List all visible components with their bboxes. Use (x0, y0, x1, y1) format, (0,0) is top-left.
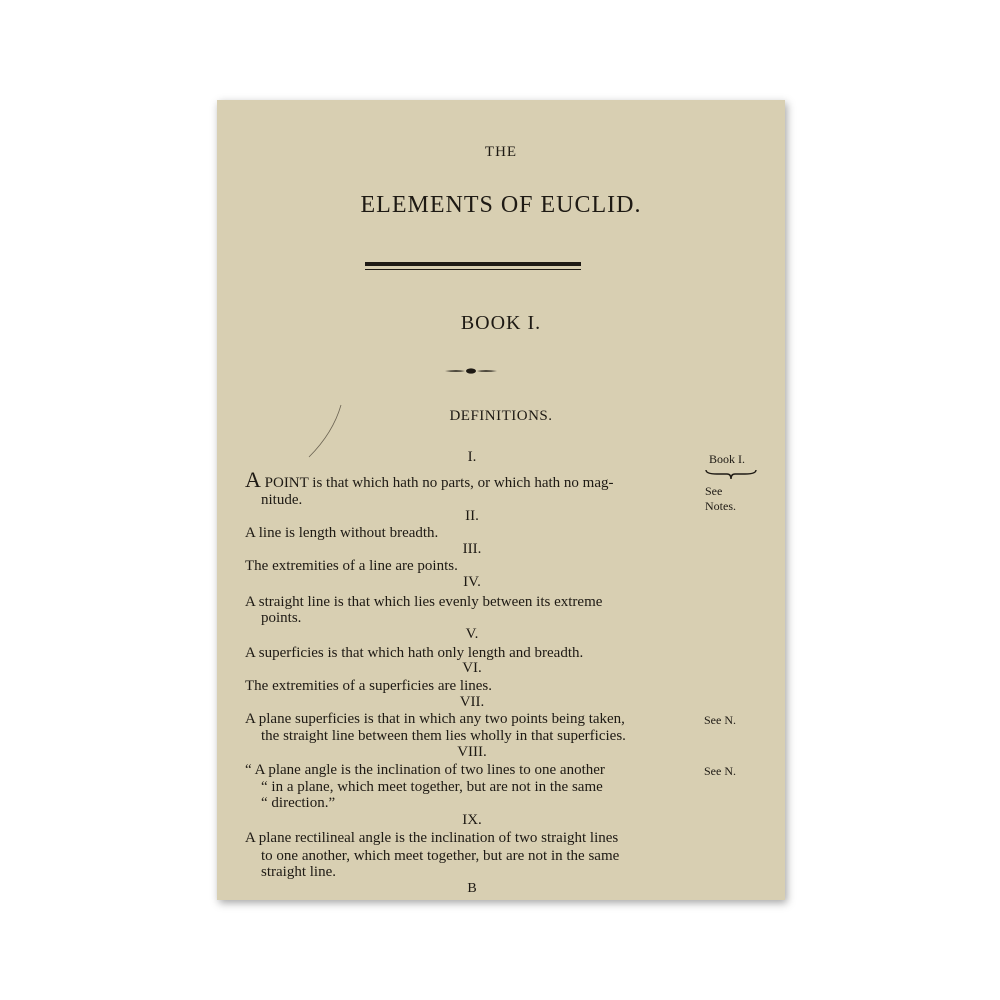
definition-text: The extremities of a line are points. (245, 558, 458, 574)
margin-brace-icon (705, 468, 757, 480)
definition-lead: POINT (260, 475, 309, 491)
definition-numeral: IV. (463, 574, 481, 590)
definition-text: the straight line between them lies wholly in that superficies. (261, 728, 626, 744)
title-rule-thick (365, 262, 581, 266)
definition-text: to one another, which meet together, but are not in the same (261, 848, 620, 864)
definition-text: “ direction.” (261, 795, 336, 811)
book-title: ELEMENTS OF EUCLID. (360, 192, 642, 218)
definition-text: A plane superficies is that in which any two points being taken, (245, 711, 625, 727)
definition-numeral: V. (465, 626, 479, 642)
title-rule-thin (365, 269, 581, 270)
definition-text: A superficies is that which hath only length and breadth. (245, 645, 584, 661)
definition-text: is that which hath no parts, or which hath no mag- (308, 475, 614, 491)
definition-text: points. (261, 610, 302, 626)
definition-text: “ in a plane, which meet together, but are not in the same (261, 779, 603, 795)
book-page (217, 100, 785, 900)
definition-text: A line is length without breadth. (245, 525, 439, 541)
definition-text: nitude. (261, 492, 303, 508)
definition-numeral: I. (467, 449, 477, 465)
definitions-heading: DEFINITIONS. (449, 408, 553, 424)
margin-note-see-n: See N. (704, 764, 736, 778)
definition-text: A plane rectilineal angle is the inclination of two straight lines (245, 830, 619, 846)
book-heading: BOOK I. (460, 312, 542, 334)
margin-note-notes: Notes. (705, 499, 736, 513)
definition-numeral: VII. (459, 694, 485, 710)
ornament-icon (443, 366, 499, 376)
margin-note-see-n: See N. (704, 713, 736, 727)
definition-text: The extremities of a superficies are lines. (245, 678, 492, 694)
definition-numeral: VIII. (457, 744, 487, 760)
definition-numeral: IX. (462, 812, 482, 828)
definition-numeral: II. (465, 508, 479, 524)
definition-text: “ A plane angle is the inclination of two lines to one another (245, 762, 605, 778)
definition-text (245, 467, 613, 493)
definition-numeral: III. (462, 541, 482, 557)
margin-note-see: See (705, 484, 723, 498)
drop-initial: A (245, 467, 261, 492)
definition-text: straight line. (261, 864, 336, 880)
margin-note-book: Book I. (709, 452, 745, 466)
definition-text: A straight line is that which lies evenly between its extreme (245, 594, 603, 610)
signature-mark: B (467, 881, 477, 896)
definition-numeral: VI. (462, 660, 482, 676)
header-the: THE (484, 144, 518, 160)
pencil-mark-icon (305, 403, 345, 459)
